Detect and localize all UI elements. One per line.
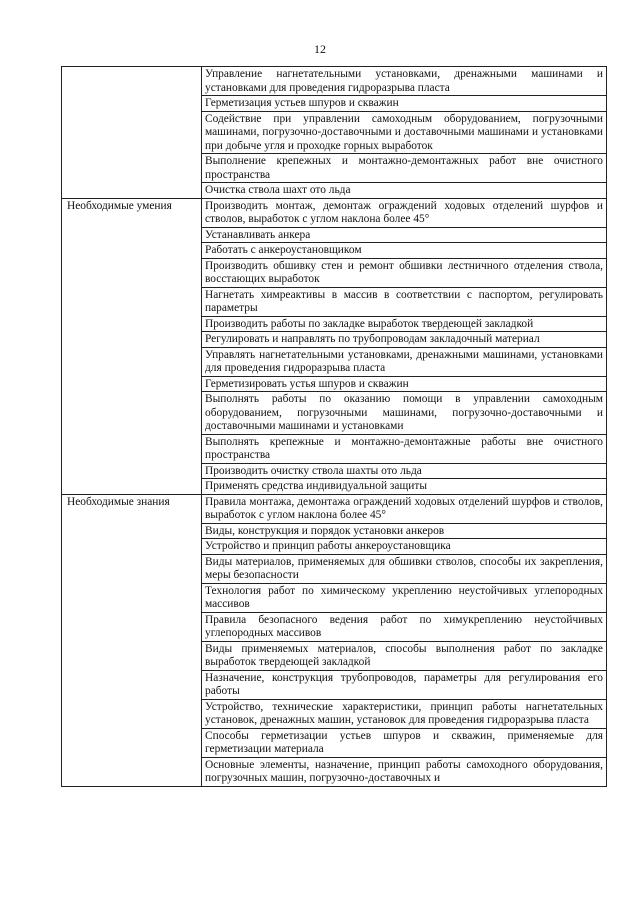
requirement-item: Управление нагнетательными установками, дренажными машинами и установками для проведения гидроразрыва пласта (202, 67, 607, 96)
requirements-table (61, 66, 607, 787)
requirement-item: Работать с анкероустановщиком (202, 243, 607, 259)
requirement-item: Герметизация устьев шпуров и скважин (202, 96, 607, 112)
requirement-item: Выполнять работы по оказанию помощи в управлении самоходным оборудованием, погрузочными машинами, погрузочно-доставочными и доставочными машинами и установками (202, 392, 607, 435)
section-label: Необходимые знания (62, 494, 202, 786)
requirement-item: Виды, конструкция и порядок установки анкеров (202, 523, 607, 539)
requirement-item: Технология работ по химическому укреплению неустойчивых углепородных массивов (202, 583, 607, 612)
page-number: 12 (314, 42, 326, 56)
requirement-item: Производить обшивку стен и ремонт обшивки лестничного отделения ствола, восстающих выработок (202, 258, 607, 287)
requirement-item: Применять средства индивидуальной защиты (202, 479, 607, 495)
section-label: Необходимые умения (62, 198, 202, 494)
requirement-item: Очистка ствола шахт ото льда (202, 183, 607, 199)
requirement-item: Устанавливать анкера (202, 227, 607, 243)
requirement-item: Правила безопасного ведения работ по химукреплению неустойчивых углепородных массивов (202, 612, 607, 641)
requirement-item: Производить очистку ствола шахты ото льда (202, 463, 607, 479)
requirements-table-body (62, 67, 607, 787)
table-row (62, 198, 607, 227)
requirement-item: Устройство, технические характеристики, принцип работы нагнетательных установок, дренажных машин, установок для проведения гидроразрыва пласта (202, 699, 607, 728)
requirement-item: Герметизировать устья шпуров и скважин (202, 376, 607, 392)
requirement-item: Нагнетать химреактивы в массив в соответствии с паспортом, регулировать параметры (202, 287, 607, 316)
requirement-item: Выполнять крепежные и монтажно-демонтажные работы вне очистного пространства (202, 434, 607, 463)
requirement-item: Управлять нагнетательными установками, дренажными машинами, установками для проведения гидроразрыва пласта (202, 347, 607, 376)
section-label (62, 67, 202, 199)
requirement-item: Основные элементы, назначение, принцип работы самоходного оборудования, погрузочных машин, погрузочно-доставочных и (202, 757, 607, 786)
requirement-item: Производить монтаж, демонтаж ограждений ходовых отделений шурфов и стволов, выработок с углом наклона более 45° (202, 198, 607, 227)
table-row (62, 67, 607, 96)
requirement-item: Виды материалов, применяемых для обшивки стволов, способы их закрепления, меры безопасности (202, 554, 607, 583)
table-row (62, 494, 607, 523)
requirement-item: Способы герметизации устьев шпуров и скважин, применяемые для герметизации материала (202, 728, 607, 757)
requirement-item: Регулировать и направлять по трубопроводам закладочный материал (202, 332, 607, 348)
requirement-item: Производить работы по закладке выработок твердеющей закладкой (202, 316, 607, 332)
requirement-item: Назначение, конструкция трубопроводов, параметры для регулирования его работы (202, 670, 607, 699)
requirement-item: Виды применяемых материалов, способы выполнения работ по закладке выработок твердеющей закладкой (202, 641, 607, 670)
requirement-item: Устройство и принцип работы анкероустановщика (202, 539, 607, 555)
requirement-item: Правила монтажа, демонтажа ограждений ходовых отделений шурфов и стволов, выработок с углом наклона более 45° (202, 494, 607, 523)
requirement-item: Содействие при управлении самоходным оборудованием, погрузочными машинами, погрузочно-доставочными и доставочными машинами и установками при добыче угля и проходке горных выработок (202, 111, 607, 154)
requirement-item: Выполнение крепежных и монтажно-демонтажных работ вне очистного пространства (202, 154, 607, 183)
